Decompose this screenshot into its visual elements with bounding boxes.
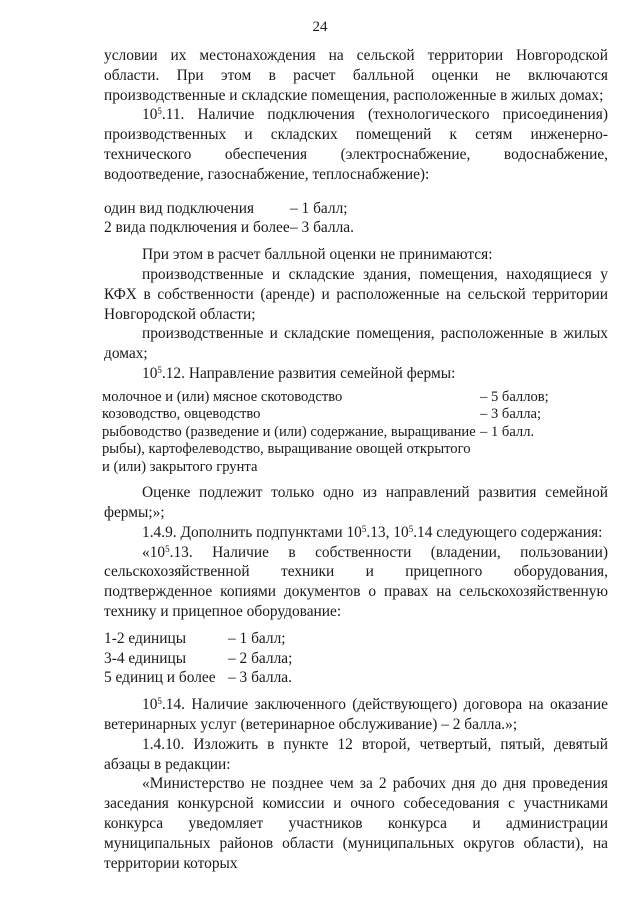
list-item: 5 единиц и более – 3 балла.: [104, 669, 292, 687]
list-item: рыбоводство (разведение и (или) содержание, выращивание рыбы), картофелеводство, выращивание овощей открытого и (или) закрытого грунта – 1 балл.: [102, 423, 535, 475]
list-item: козоводство, овцеводство – 3 балла;: [102, 406, 542, 423]
list-item: 3-4 единицы – 2 балла;: [104, 649, 293, 667]
list-item: 2 вида подключения и более – 3 балла.: [104, 219, 354, 237]
not-accepted-intro: При этом в расчет балльной оценки не принимаются:: [142, 246, 493, 264]
paragraph-10-5-14: $10^5.14$. Наличие заключенного (действующего) договора на оказание ветеринарных услуг (ветеринарное обслуживание) – 2 балла.»;: [104, 696, 608, 734]
paragraph-ministry-notice: «Министерство не позднее чем за 2 рабочих дня до дня проведения заседания конкурсной комиссии и очного собеседования с участниками конкурса уведомляет участников конкурса и администрации муниципальных районов области (муниципальных округов области), на территории которых: [104, 775, 608, 872]
page-number: 24: [312, 19, 328, 35]
directions-scoring-list: [104, 389, 608, 477]
paragraph-10-5-11: $10^5.11$. Наличие подключения (технологического присоединения) производственных и складских помещений к сетям инженерно-технического обеспечения (электроснабжение, водоснабжение, водоотведение, газоснабжение, теплоснабжение):: [104, 106, 608, 183]
paragraph-10-5-13: «$10^5.13$. Наличие в собственности (владении, пользовании) сельскохозяйственной техники и прицепного оборудования, подтвержденное копиями документов о правах на сельскохозяйственную технику и прицепное оборудование:: [104, 543, 608, 621]
paragraph-1-4-10: 1.4.10. Изложить в пункте 12 второй, четвертый, пятый, девятый абзацы в редакции:: [104, 735, 608, 773]
not-accepted-item: производственные и складские помещения, расположенные в жилых домах;: [104, 325, 608, 363]
list-item: молочное и (или) мясное скотоводство – 5 баллов;: [102, 388, 549, 405]
connections-scoring-list: [104, 199, 608, 239]
paragraph-location: условии их местонахождения на сельской территории Новгородской области. При этом в расчет балльной оценки не включаются производственные и складские помещения, расположенные в жилых домах;: [104, 47, 608, 104]
document-body: [104, 46, 608, 873]
list-item: один вид подключения – 1 балл;: [104, 199, 348, 217]
units-scoring-list: [104, 629, 608, 688]
not-accepted-item: производственные и складские здания, помещения, находящиеся у КФХ в собственности (аренде) и расположенные на сельской территории Новгородской области;: [104, 265, 608, 323]
paragraph-1-4-9: 1.4.9. Дополнить подпунктами $10^5.13$, $10^5.14$ следующего содержания:: [142, 523, 603, 541]
paragraph-only-one: Оценке подлежит только одно из направлений развития семейной фермы;»;: [104, 484, 608, 522]
paragraph-10-5-12: $10^5.12$. Направление развития семейной фермы:: [142, 364, 456, 382]
list-item: 1-2 единицы – 1 балл;: [104, 629, 286, 647]
